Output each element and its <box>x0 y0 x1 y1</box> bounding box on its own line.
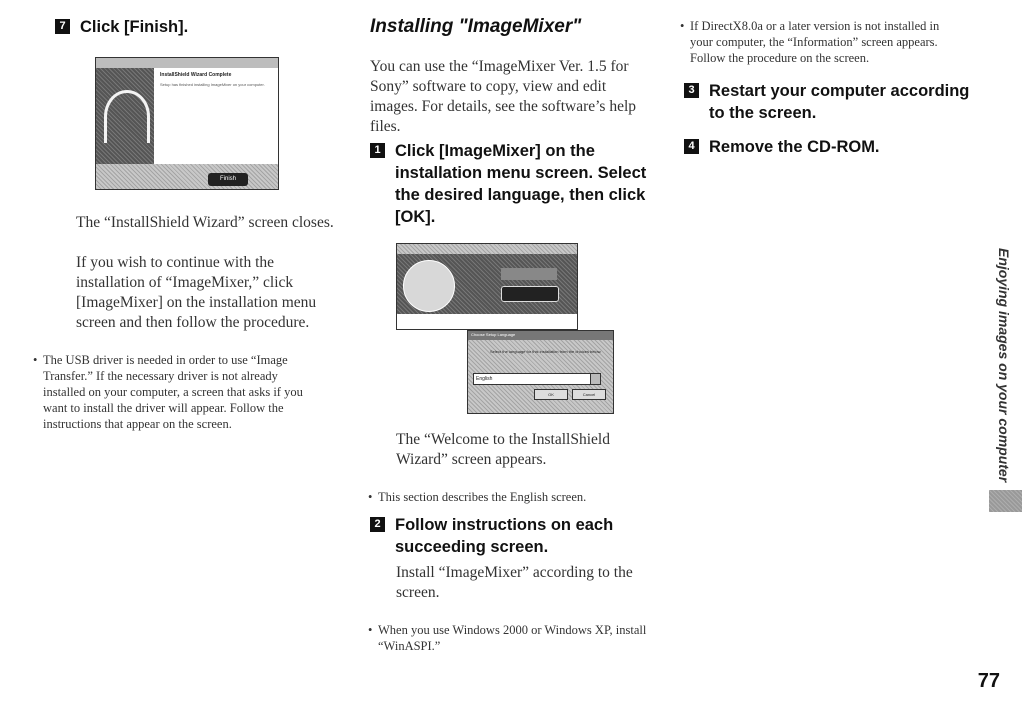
step-number: 3 <box>684 83 699 98</box>
intro-paragraph: You can use the “ImageMixer Ver. 1.5 for Sony” software to copy, view and edit images. For details, see the software’s help files. <box>370 58 637 135</box>
step-title: Restart your computer according to the screen. <box>709 82 970 122</box>
menu-banner <box>397 254 577 314</box>
step-2-body: Install “ImageMixer” according to the screen. <box>396 564 633 601</box>
note-directx: • If DirectX8.0a or a later version is not installed in your computer, the “Information” screen appears. Follow the procedure on the screen. <box>680 18 965 66</box>
dialog-message: Setup has finished installing ImageMixer on your computer. <box>160 82 265 87</box>
section-title: Installing "ImageMixer" <box>370 16 582 37</box>
menu-titlebar <box>397 244 577 254</box>
chevron-down-icon[interactable] <box>590 374 600 384</box>
step-4-heading <box>684 136 974 158</box>
language-dialog <box>467 330 614 414</box>
step-number: 4 <box>684 139 699 154</box>
note-text: This section describes the English screen. <box>378 490 587 504</box>
dialog-heading: InstallShield Wizard Complete <box>160 72 232 78</box>
step-number: 2 <box>370 517 385 532</box>
finish-button[interactable]: Finish <box>208 173 248 186</box>
page-number: 77 <box>977 670 1000 692</box>
wizard-arrow-graphic <box>104 90 150 143</box>
dialog-footer <box>96 164 278 189</box>
step-number: 1 <box>370 143 385 158</box>
step-title: Click [Finish]. <box>80 18 189 36</box>
note-text: When you use Windows 2000 or Windows XP, install “WinASPI.” <box>378 623 647 653</box>
cancel-button[interactable]: Cancel <box>572 389 606 400</box>
paragraph-closes: The “InstallShield Wizard” screen closes. <box>76 214 334 231</box>
step-title: Follow instructions on each succeeding screen. <box>395 516 614 556</box>
language-select[interactable] <box>473 373 601 385</box>
menu-button[interactable] <box>501 268 557 280</box>
note-usb-driver: • The USB driver is needed in order to use “Image Transfer.” If the necessary driver is not already installed on your computer, a screen that asks if you want to install the driver will appear. Follow the instructions that appear on the screen. <box>33 352 323 432</box>
paragraph-continue: If you wish to continue with the installation of “ImageMixer,” click [ImageMixer] on the installation menu screen and then follow the procedure. <box>76 254 317 331</box>
step-title: Click [ImageMixer] on the installation menu screen. Select the desired language, then click [OK]. <box>395 142 647 226</box>
step-1-heading <box>370 140 660 228</box>
language-selected: English <box>476 376 493 382</box>
step-2-heading <box>370 514 660 558</box>
language-prompt: Select the language for this installation from the choices below. <box>490 349 602 354</box>
side-tab-marker <box>989 490 1022 512</box>
side-tab-label: Enjoying images on your computer <box>996 248 1012 483</box>
note-english-screen: • This section describes the English screen. <box>368 489 658 505</box>
ok-button[interactable]: OK <box>534 389 568 400</box>
note-text: The USB driver is needed in order to use “Image Transfer.” If the necessary driver is not already installed on your computer, a screen that asks if you want to install the driver will appear. Follow the instructions that appear on the screen. <box>43 353 303 431</box>
step-number: 7 <box>55 19 70 34</box>
welcome-caption: The “Welcome to the InstallShield Wizard” screen appears. <box>396 431 610 468</box>
install-menu-screenshot <box>396 243 578 330</box>
finish-dialog-screenshot <box>95 57 279 190</box>
cd-graphic <box>403 260 455 312</box>
note-text: If DirectX8.0a or a later version is not installed in your computer, the “Information” screen appears. Follow the procedure on the screen. <box>690 19 940 65</box>
language-dialog-titlebar <box>468 331 613 340</box>
language-dialog-title: Choose Setup Language <box>471 332 516 337</box>
imagemixer-menu-button[interactable] <box>501 286 559 302</box>
dialog-titlebar <box>96 58 278 68</box>
step-7-heading <box>55 16 315 38</box>
step-title: Remove the CD-ROM. <box>709 138 880 156</box>
step-3-heading <box>684 80 974 124</box>
note-winaspi: • When you use Windows 2000 or Windows XP, install “WinASPI.” <box>368 622 653 654</box>
